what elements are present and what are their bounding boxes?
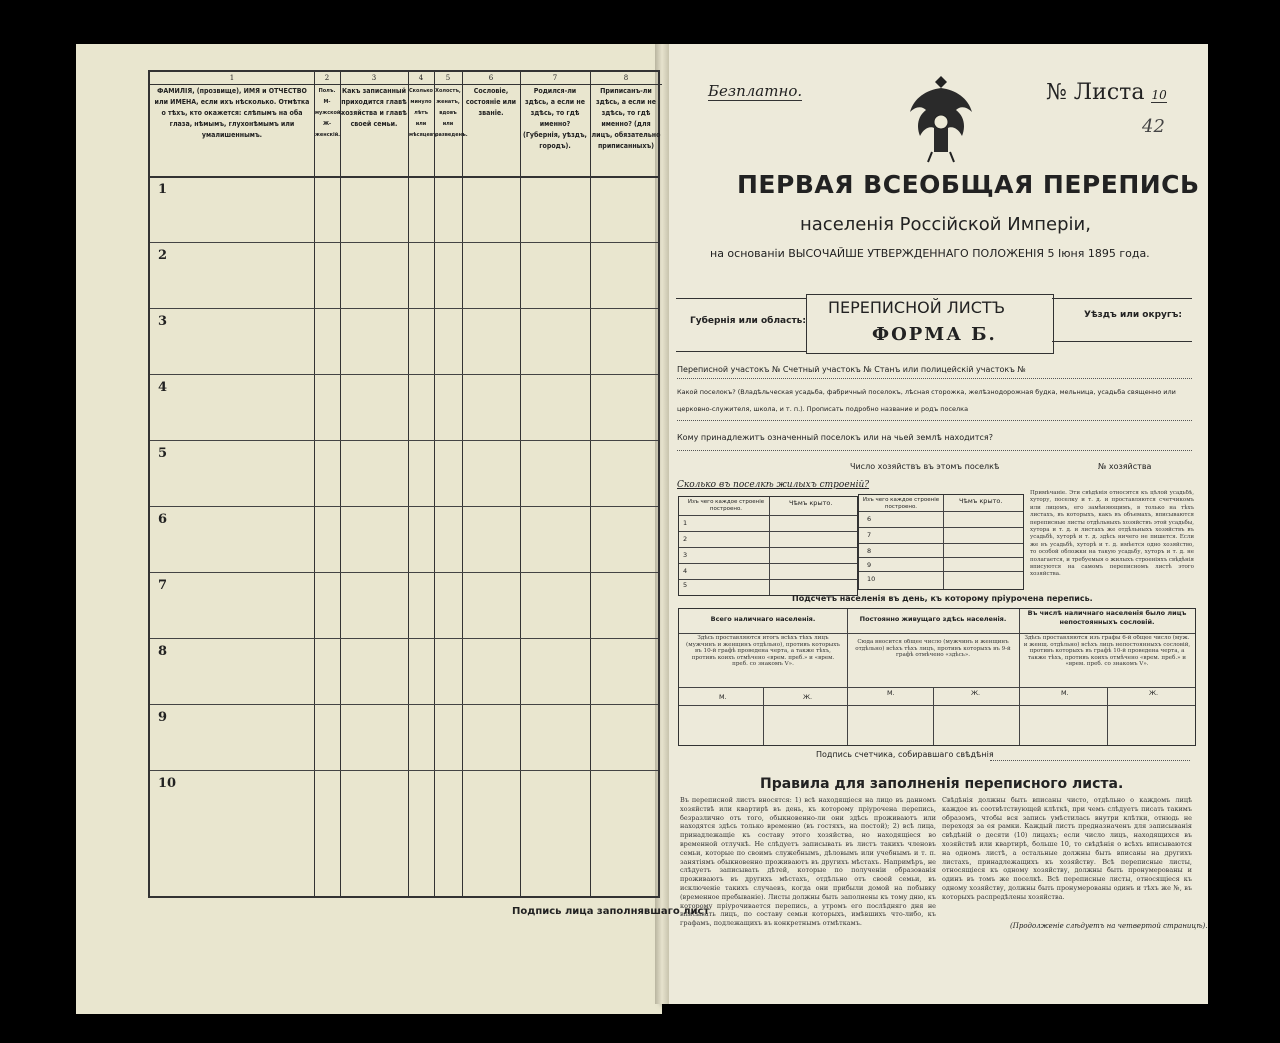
ct-sex-m: М. [887, 689, 895, 697]
ct-header: Въ числѣ наличнаго населенія было лицъ непостоянныхъ сословій. [1027, 609, 1187, 626]
ct-sex-f: Ж. [1149, 689, 1159, 697]
header-marital: Холостъ, женатъ, вдовъ или разведенъ. [435, 88, 468, 138]
bt-line [679, 547, 857, 548]
ct-sex-f: Ж. [803, 693, 813, 701]
ct-header: Постоянно живущаго здѣсь населенія. [859, 615, 1007, 623]
column-number: 4 [408, 72, 434, 85]
bt-line [679, 579, 857, 580]
bt-line [859, 557, 1023, 558]
row-line [150, 440, 658, 441]
bt-row: 7 [867, 531, 872, 539]
sheet-number-text: № Листа [1046, 80, 1145, 105]
row-number: 3 [158, 314, 168, 329]
document-basis: на основаніи ВЫСОЧАЙШЕ УТВЕРЖДЕННАГО ПОЛОЖЕНІЯ 5 Іюня 1895 года. [710, 247, 1150, 260]
enumeration-district-line: Переписной участокъ № Счетный участокъ № Станъ или полицейскій участокъ № [677, 365, 1026, 374]
sheet-number-label [1046, 80, 1167, 105]
bt-row: 6 [867, 515, 872, 523]
population-count-table [678, 608, 1196, 746]
column-number: 1 [150, 72, 314, 85]
bt-line [679, 515, 857, 516]
fill-line [677, 420, 1192, 421]
uezd-box [1052, 298, 1192, 342]
bt-line [859, 511, 1023, 512]
bt-line [859, 527, 1023, 528]
free-label: Безплатно. [708, 82, 803, 100]
ct-divider [763, 687, 764, 745]
row-number: 6 [158, 512, 168, 527]
imperial-eagle-icon [906, 72, 976, 164]
ct-sex-m: М. [1061, 689, 1069, 697]
bt-line [859, 543, 1023, 544]
document-subtitle: населенія Россійской Имперіи, [800, 214, 1091, 235]
bt-col-material: Изъ чего каждое строеніе построено. [687, 499, 765, 512]
row-line [150, 638, 658, 639]
signature-label: Подпись лица заполнявшаго лист [512, 906, 710, 917]
row-number: 9 [158, 710, 168, 725]
row-number: 7 [158, 578, 168, 593]
ct-text: Сюда вносится общее число (мужчинъ и женщинъ отдѣльно) всѣхъ тѣхъ лицъ, противъ которыхъ въ 9-й графѣ отмѣчено «здѣсь». [855, 639, 1011, 658]
row-line [150, 242, 658, 243]
ct-divider [847, 609, 848, 745]
bt-row: 3 [683, 551, 688, 559]
column-number: 5 [434, 72, 462, 85]
owner-line: Кому принадлежитъ означенный поселокъ или на чьей землѣ находится? [677, 433, 993, 442]
ct-sex-m: М. [719, 693, 727, 701]
bt-divider [943, 495, 944, 589]
rules-right-column: Свѣдѣнія должны быть вписаны чисто, отдѣльно о каждомъ лицѣ каждое въ соотвѣтствующей клѣткѣ, при чемъ слѣдуетъ писать такимъ образомъ, чтобы вся запись умѣстилась внутри клѣтки, отнюдь не переходя за ея рамки. Каждый листъ предназначенъ для записыванія свѣдѣній о десяти (10) лицахъ; если число лицъ, находящихся въ хозяйствѣ или квартирѣ, больше 10, то свѣдѣнія о всѣхъ вписываются на одномъ листѣ, а остальные должны быть вписаны на другихъ листахъ, принадлежащихъ къ хозяйству. Всѣ переписные листы, относящіеся къ одному хозяйству, должны быть пронумерованы и одинъ въ томъ же поселкѣ. Всѣ переписные листы, относящіеся къ одному хозяйству, должны быть пронумерованы одинъ и тѣхъ же №, въ которыхъ распредѣлены хозяйства. [942, 796, 1192, 901]
bt-row: 9 [867, 561, 872, 569]
ct-sex-f: Ж. [971, 689, 981, 697]
row-line [150, 308, 658, 309]
gubernia-label: Губернія или область: [690, 316, 806, 326]
ct-divider [933, 687, 934, 745]
ct-divider [1019, 609, 1020, 745]
row-line [150, 374, 658, 375]
row-line [150, 770, 658, 771]
ct-divider [1107, 687, 1108, 745]
fill-line [677, 450, 1192, 451]
header-registration: Приписанъ-ли здѣсь, а если не здѣсь, то гдѣ именно? (для лицъ, обязательно приписанныхъ) [591, 87, 661, 150]
ct-text: Здѣсь проставляются изъ графы 6-й общее число (муж. и женщ. отдѣльно) всѣхъ лицъ непостоянныхъ сословій, противъ которыхъ въ графѣ 10-й проведена черта, а также тѣхъ, противъ коихъ отмѣчено «врем. преб.» и «врем. преб. со знакомъ V». [1023, 635, 1191, 667]
column-number: 2 [314, 72, 340, 85]
column-divider [590, 72, 591, 896]
bt-row: 2 [683, 535, 688, 543]
bt-divider [769, 497, 770, 595]
column-number: 6 [462, 72, 520, 85]
bt-col-roof: Чѣмъ крыто. [959, 497, 1003, 505]
row-number: 4 [158, 380, 168, 395]
column-divider [340, 72, 341, 896]
buildings-table-left [678, 496, 858, 596]
form-title: ПЕРЕПИСНОЙ ЛИСТЪ [828, 298, 1006, 317]
bt-row: 1 [683, 519, 688, 527]
header-estate: Сословіе, состояніе или званіе. [465, 87, 517, 117]
settlement-type-line: Какой поселокъ? (Владѣльческая усадьба, фабричный поселокъ, лѣсная сторожка, желѣзнодорожная будка, мельница, усадьба священно или [677, 388, 1176, 396]
row-number: 2 [158, 248, 168, 263]
fill-line [677, 378, 1192, 379]
bt-row: 10 [867, 575, 876, 583]
column-divider [314, 72, 315, 896]
ct-header: Всего наличнаго населенія. [710, 615, 816, 623]
ct-line [679, 705, 1195, 706]
row-line [150, 506, 658, 507]
rules-left-column: Въ переписной листъ вносятся: 1) всѣ находящіеся на лицо въ данномъ хозяйствѣ или квартирѣ въ день, къ которому пріурочена перепись, безразлично отъ того, обыкновенно-ли они здѣсь проживаютъ или находятся здѣсь только временно (въ гостяхъ, на постой); 2) всѣ лица, принадлежащіе къ составу этого хозяйства, но находящіеся во временной отлучкѣ. Не слѣдуетъ записывать въ листъ такихъ членовъ семьи, которые по своимъ служебнымъ, дѣловымъ или учебнымъ и т. п. занятіямъ обыкновенно проживаютъ въ другихъ мѣстахъ. Напримѣръ, не слѣдуетъ записывать дѣтей, которые по полученіи образованія проживаютъ въ другихъ мѣстахъ, отдѣльно отъ своей семьи, въ исключеніе такихъ случаевъ, когда они прибыли домой на побывку (временное пребываніе). Листы должны быть заполнены къ тому дню, къ которому пріурочивается перепись, а утромъ его послѣдняго дня не вписывать лицъ, по составу семьи которыхъ, имѣвшихъ что-либо, къ графамъ, подлежащихъ въ конкретнымъ отмѣткамъ. [680, 796, 936, 928]
row-line [150, 704, 658, 705]
buildings-table-right [858, 494, 1024, 590]
ct-text: Здѣсь проставляются итогъ всѣхъ тѣхъ лицъ (мужчинъ и женщинъ отдѣльно), противъ которыхъ въ 10-й графѣ проведена черта, а также тѣхъ, противъ коихъ отмѣчено «врем. преб.» и «врем. преб. со знакомъ V». [686, 635, 840, 667]
column-divider [434, 72, 435, 896]
fill-line [990, 760, 1190, 761]
handwritten-number: 42 [1142, 116, 1165, 137]
household-number-label: № хозяйства [1098, 462, 1152, 471]
bt-line [679, 563, 857, 564]
column-number: 3 [340, 72, 408, 85]
rules-title: Правила для заполненія переписного листа. [760, 776, 1124, 792]
bt-row: 5 [683, 581, 688, 589]
bt-col-roof: Чѣмъ крыто. [789, 499, 833, 507]
header-relation: Какъ записанный приходится главѣ хозяйства и главѣ своей семьи. [341, 87, 407, 128]
column-number: 7 [520, 72, 590, 85]
bt-line [859, 571, 1023, 572]
document-title: ПЕРВАЯ ВСЕОБЩАЯ ПЕРЕПИСЬ [737, 170, 1200, 199]
row-number: 1 [158, 182, 168, 197]
row-number: 10 [158, 776, 177, 791]
row-number: 5 [158, 446, 168, 461]
bt-col-material: Изъ чего каждое строеніе построено. [862, 497, 940, 510]
row-line [150, 572, 658, 573]
households-count-line: Число хозяйствъ въ этомъ поселкѣ [850, 462, 1000, 471]
counter-signature-label: Подпись счетчика, собиравшаго свѣдѣнія [816, 750, 994, 759]
bt-row: 8 [867, 547, 872, 555]
column-divider [520, 72, 521, 896]
header-sex: Полъ. М-мужской. Ж-женскій. [315, 88, 343, 138]
header-age: Сколько минуло лѣтъ или мѣсяцевъ [409, 88, 437, 138]
header-birthplace: Родился-ли здѣсь, а если не здѣсь, то гдѣ именно? (Губернія, уѣздъ, городъ). [523, 87, 587, 150]
bt-line [679, 531, 857, 532]
ct-line [679, 687, 1195, 688]
buildings-label: Сколько въ поселкѣ жилыхъ строеній? [677, 480, 870, 490]
column-divider [408, 72, 409, 896]
ct-line [679, 633, 1195, 634]
form-subtitle: ФОРМА Б. [872, 324, 997, 345]
buildings-note: Примѣчаніе. Эти свѣдѣнія относятся къ цѣлой усадьбѣ, хутору, поселку и т. д. и проставляются счетчикомъ или лицомъ, его замѣняющимъ, в только на тѣхъ листахъ, въ которыхъ, какъ въ объемахъ, вписываются переписные листы отдѣльныхъ хозяйствъ этой усадьбы, хутора и т. д. и листахъ же отдѣльныхъ хозяйствъ въ усадьбѣ, хуторѣ и т. д. здѣсь ничего не пишется. Если же въ усадьбѣ, хуторѣ и т. д. имѣется одно хозяйство, то особой обложки на такую усадьбу, хуторъ и т. д. не полагается, и требуемыя о жилыхъ строеніяхъ свѣдѣнія вписуются на самомъ переписномъ листѣ этого хозяйства. [1030, 490, 1194, 578]
column-divider [462, 72, 463, 896]
bt-row: 4 [683, 567, 688, 575]
row-number: 8 [158, 644, 168, 659]
header-name: ФАМИЛІЯ, (прозвище), ИМЯ и ОТЧЕСТВО или ИМЕНА, если ихъ нѣсколько. Отмѣтка о тѣхъ, кто окажется: слѣпымъ на оба глаза, нѣмымъ, глухонѣмымъ или умалишеннымъ. [154, 87, 310, 139]
settlement-type-line-2: церковно-служителя, школа, и т. п.). Прописать подробно название и родъ поселка [677, 405, 969, 413]
census-table [148, 70, 660, 898]
count-title: Подсчетъ населенія въ день, къ которому пріурочена перепись. [792, 594, 1093, 603]
continuation-note: (Продолженіе слѣдуетъ на четвертой страницѣ). [1010, 922, 1208, 930]
sheet-number-value: 10 [1151, 88, 1167, 102]
uezd-label: Уѣздъ или округъ: [1084, 310, 1182, 320]
header-bottom-line [150, 176, 658, 178]
column-number: 8 [590, 72, 662, 85]
